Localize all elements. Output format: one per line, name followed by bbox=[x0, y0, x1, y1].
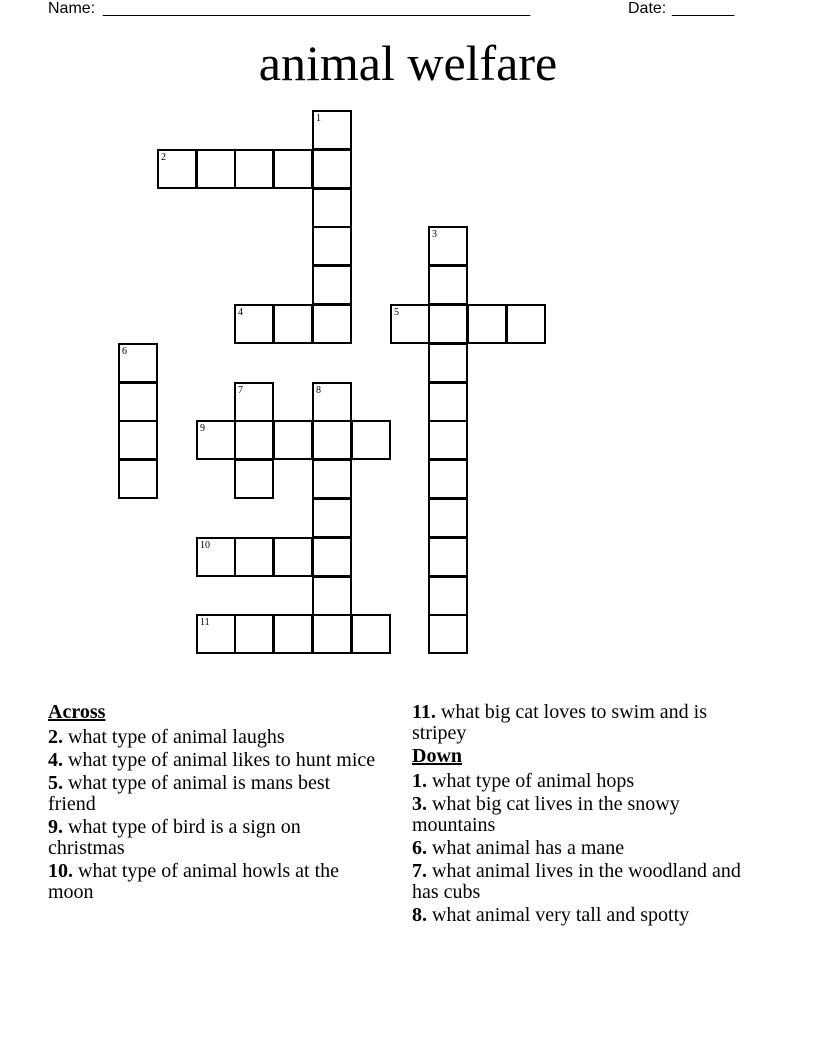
clue-number: 11. bbox=[412, 701, 436, 723]
grid-cell[interactable] bbox=[157, 149, 197, 189]
grid-cell[interactable] bbox=[351, 614, 391, 654]
clue-number: 6. bbox=[412, 837, 427, 859]
grid-cell[interactable] bbox=[196, 614, 236, 654]
grid-cell[interactable] bbox=[312, 188, 352, 228]
down-clue bbox=[412, 861, 762, 903]
cell-number: 2 bbox=[161, 152, 166, 163]
grid-cell[interactable] bbox=[428, 226, 468, 266]
name-label: Name: bbox=[48, 0, 96, 17]
grid-cell[interactable] bbox=[351, 420, 391, 460]
cell-number: 10 bbox=[200, 540, 210, 551]
clue-text: what type of animal laughs bbox=[68, 726, 285, 748]
grid-cell[interactable] bbox=[312, 149, 352, 189]
grid-cell[interactable] bbox=[312, 382, 352, 422]
cell-number: 7 bbox=[238, 385, 243, 396]
down-heading: Down bbox=[412, 745, 463, 767]
grid-cell[interactable] bbox=[312, 304, 352, 344]
cell-number: 1 bbox=[316, 113, 321, 124]
grid-cell[interactable] bbox=[312, 420, 352, 460]
grid-cell[interactable] bbox=[312, 576, 352, 616]
grid-cell[interactable] bbox=[428, 420, 468, 460]
grid-cell[interactable] bbox=[312, 459, 352, 499]
across-clue bbox=[48, 750, 378, 771]
grid-cell[interactable] bbox=[118, 382, 158, 422]
cell-number: 8 bbox=[316, 385, 321, 396]
clue-number: 8. bbox=[412, 904, 427, 926]
clues-right-column bbox=[412, 702, 762, 928]
date-blank-line[interactable]: _______ bbox=[672, 0, 735, 17]
cell-number: 6 bbox=[122, 346, 127, 357]
clue-text: what big cat lives in the snowy mountains bbox=[412, 793, 680, 836]
grid-cell[interactable] bbox=[273, 420, 313, 460]
down-clue bbox=[412, 838, 762, 859]
cell-number: 3 bbox=[432, 229, 437, 240]
clue-text: what animal very tall and spotty bbox=[432, 904, 690, 926]
clue-text: what type of bird is a sign on christmas bbox=[48, 816, 301, 859]
grid-cell[interactable] bbox=[234, 537, 274, 577]
across-heading: Across bbox=[48, 701, 106, 723]
grid-cell[interactable] bbox=[390, 304, 430, 344]
across-clue bbox=[48, 861, 378, 903]
grid-cell[interactable] bbox=[428, 304, 468, 344]
clue-text: what type of animal likes to hunt mice bbox=[68, 749, 376, 771]
grid-cell[interactable] bbox=[234, 382, 274, 422]
grid-cell[interactable] bbox=[234, 304, 274, 344]
grid-cell[interactable] bbox=[118, 343, 158, 383]
name-blank-line[interactable]: ________________________________________________ bbox=[103, 0, 531, 17]
clue-number: 5. bbox=[48, 772, 63, 794]
cell-number: 9 bbox=[200, 423, 205, 434]
grid-cell[interactable] bbox=[428, 498, 468, 538]
grid-cell[interactable] bbox=[196, 537, 236, 577]
clue-number: 9. bbox=[48, 816, 63, 838]
cell-number: 11 bbox=[200, 617, 210, 628]
grid-cell[interactable] bbox=[118, 420, 158, 460]
grid-cell[interactable] bbox=[312, 498, 352, 538]
cell-number: 5 bbox=[394, 307, 399, 318]
date-label: Date: bbox=[628, 0, 667, 17]
down-clue bbox=[412, 794, 762, 836]
clue-number: 3. bbox=[412, 793, 427, 815]
grid-cell[interactable] bbox=[428, 343, 468, 383]
clue-text: what animal has a mane bbox=[432, 837, 625, 859]
grid-cell[interactable] bbox=[234, 614, 274, 654]
grid-cell[interactable] bbox=[118, 459, 158, 499]
grid-cell[interactable] bbox=[428, 265, 468, 305]
grid-cell[interactable] bbox=[312, 537, 352, 577]
clue-number: 1. bbox=[412, 770, 427, 792]
grid-cell[interactable] bbox=[312, 265, 352, 305]
grid-cell[interactable] bbox=[273, 614, 313, 654]
grid-cell[interactable] bbox=[196, 420, 236, 460]
clue-text: what type of animal hops bbox=[432, 770, 635, 792]
clue-text: what type of animal howls at the moon bbox=[48, 860, 340, 903]
grid-cell[interactable] bbox=[312, 226, 352, 266]
grid-cell[interactable] bbox=[428, 614, 468, 654]
clue-text: what animal lives in the woodland and has cubs bbox=[412, 860, 741, 903]
clues-left-column bbox=[48, 702, 378, 905]
grid-cell[interactable] bbox=[428, 537, 468, 577]
down-clue bbox=[412, 771, 762, 792]
grid-cell[interactable] bbox=[312, 614, 352, 654]
down-clue bbox=[412, 905, 762, 926]
clue-number: 2. bbox=[48, 726, 63, 748]
grid-cell[interactable] bbox=[273, 537, 313, 577]
grid-cell[interactable] bbox=[196, 149, 236, 189]
page-title: animal welfare bbox=[258, 35, 558, 91]
clue-text: what big cat loves to swim and is stripey bbox=[412, 701, 707, 744]
grid-cell[interactable] bbox=[467, 304, 507, 344]
clue-number: 7. bbox=[412, 860, 427, 882]
grid-cell[interactable] bbox=[428, 576, 468, 616]
grid-cell[interactable] bbox=[428, 459, 468, 499]
grid-cell[interactable] bbox=[234, 420, 274, 460]
grid-cell[interactable] bbox=[273, 149, 313, 189]
grid-cell[interactable] bbox=[428, 382, 468, 422]
grid-cell[interactable] bbox=[506, 304, 546, 344]
clue-number: 10. bbox=[48, 860, 73, 882]
grid-cell[interactable] bbox=[273, 304, 313, 344]
across-clue bbox=[48, 773, 378, 815]
cell-number: 4 bbox=[238, 307, 243, 318]
clue-text: what type of animal is mans best friend bbox=[48, 772, 331, 815]
across-clue bbox=[48, 817, 378, 859]
grid-cell[interactable] bbox=[234, 149, 274, 189]
clue-number: 4. bbox=[48, 749, 63, 771]
grid-cell[interactable] bbox=[312, 110, 352, 150]
across-clue bbox=[48, 727, 378, 748]
grid-cell[interactable] bbox=[234, 459, 274, 499]
across-clue bbox=[412, 702, 762, 744]
